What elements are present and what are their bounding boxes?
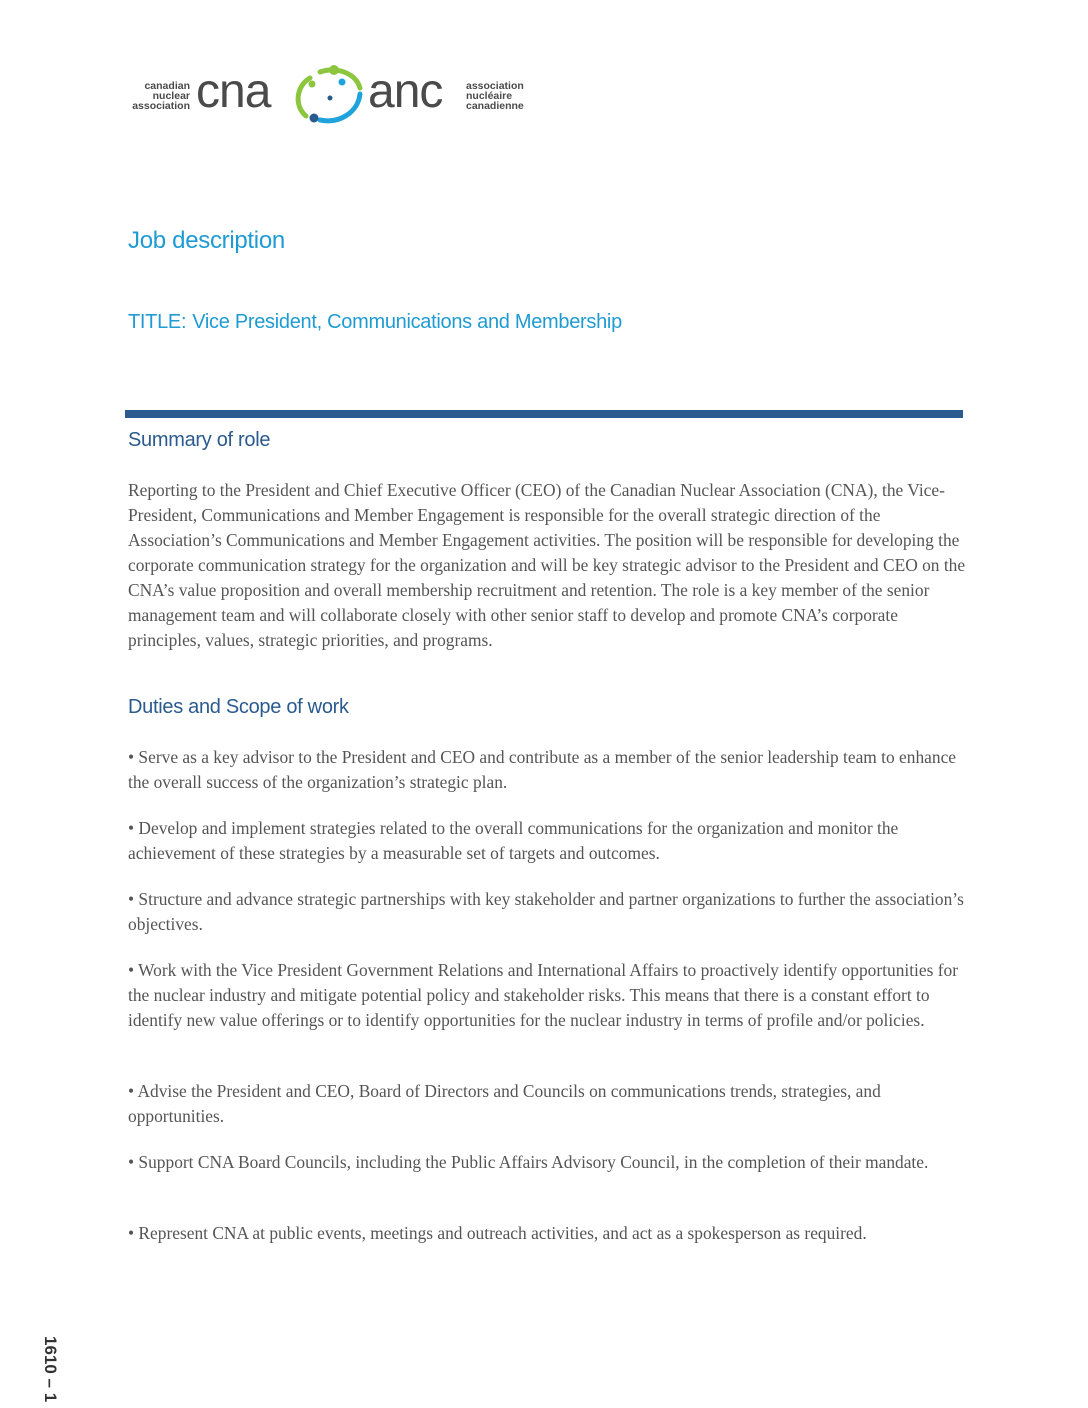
cna-logo xyxy=(128,64,528,126)
duty-item: • Develop and implement strategies related to the overall communications for the organization and monitor the achievement of these strategies by a measurable set of targets and outcomes. xyxy=(128,818,899,863)
logo-text-line: association xyxy=(466,80,524,92)
document-code: 1610 – 1 xyxy=(41,1336,60,1403)
duty-item: • Serve as a key advisor to the President and CEO and contribute as a member of the senior leadership team to enhance the overall success of the organization’s strategic plan. xyxy=(128,747,957,792)
duty-item: • Support CNA Board Councils, including the Public Affairs Advisory Council, in the completion of their mandate. xyxy=(128,1152,929,1172)
duty-item: • Structure and advance strategic partnerships with key stakeholder and partner organizations to further the association’s objectives. xyxy=(128,889,964,934)
logo-text-line: association xyxy=(132,100,190,112)
logo-english-text xyxy=(128,81,190,111)
duty-item: • Work with the Vice President Government Relations and International Affairs to proactively identify opportunities for the nuclear industry and mitigate potential policy and stakeholder risks. This means that there is a constant effort to identify new value offerings or to identify opportunities for the nuclear industry in terms of profile and/or policies. xyxy=(128,960,958,1030)
logo-text-line: nucléaire xyxy=(466,90,513,102)
logo-cna-wordmark: cna xyxy=(196,65,271,118)
summary-paragraph: Reporting to the President and Chief Executive Officer (CEO) of the Canadian Nuclear Association (CNA), the Vice-President, Communications and Member Engagement is responsible for the overall strategic direction of the Association’s Communications and Member Engagement activities. The position will be responsible for developing the corporate communication strategy for the organization and will be key strategic advisor to the President and CEO on the CNA’s value proposition and overall membership recruitment and retention. The role is a key member of the senior management team and will collaborate closely with other senior staff to develop and promote CNA’s corporate principles, values, strategic priorities, and programs. xyxy=(128,480,966,650)
role-title xyxy=(128,311,622,334)
section-divider xyxy=(125,410,963,418)
document-title: Job description xyxy=(128,227,285,254)
logo-anc-wordmark: anc xyxy=(368,65,443,118)
role-name: Vice President, Communications and Membership xyxy=(192,311,622,333)
atom-logo-icon xyxy=(290,64,366,126)
logo-text-line: nuclear xyxy=(152,90,190,102)
duties-heading: Duties and Scope of work xyxy=(128,696,349,718)
summary-heading: Summary of role xyxy=(128,429,271,451)
logo-french-text xyxy=(466,81,536,111)
duty-item: • Advise the President and CEO, Board of Directors and Councils on communications trends, strategies, and opportunities. xyxy=(128,1081,881,1126)
role-label: TITLE: xyxy=(128,311,187,333)
logo-text-line: canadienne xyxy=(466,100,524,112)
duty-item: • Represent CNA at public events, meetings and outreach activities, and act as a spokesperson as required. xyxy=(128,1223,867,1243)
logo-text-line: canadian xyxy=(144,80,190,92)
